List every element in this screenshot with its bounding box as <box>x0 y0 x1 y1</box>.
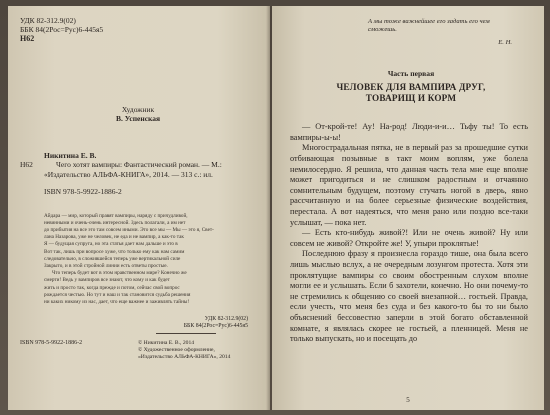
annotation-line: невинными и очень-очень интересной. Здесь полагали, а им нет <box>44 219 186 226</box>
copyright-line: © Никитина Е. В., 2014 <box>138 340 195 347</box>
bottom-bbk: ББК 84(2Рос=Рус)6-445я5 <box>183 323 248 330</box>
annotation-line: Закрыто, и в этой стройной линии есть ответы простые. <box>44 263 168 270</box>
annotation-line: до прибытия на все это там совсем иными. Это все мы — Мы — это я, Свет- <box>44 227 214 234</box>
chapter-title-line: ЧЕЛОВЕК ДЛЯ ВАМПИРА ДРУГ, <box>336 82 486 93</box>
left-page <box>8 6 270 410</box>
classification-codes <box>20 16 256 43</box>
paragraph: — Есть кто-нибудь живой?! Или не очень живой? Ну или совсем не живой? Откройте же! У, упыри проклятые! <box>290 228 528 248</box>
paragraph: Последнюю фразу я произнесла гораздо тише, она была всего лишь мыслью вслух, а не очередным лозунгом протеста. Хотя эти проклятущие вампиры со своим обостренным слухом вполне могли ее и услышать. Если б захотели, конечно. Но они почему-то не стремились к общению со своей внезапной… гостьей. Правда, если учесть, что меня без суда и без какого-то бы то ни было объяснений бессовестно заперли в этой богато обставленной комнате, я являлась скорее не гостьей, а пленницей. Меня не только выпускать, но и посещать до <box>290 249 528 344</box>
body-text <box>290 122 532 344</box>
imprint-footer <box>20 340 256 361</box>
annotation-line: следовательно, в сложившейся теперь уже вертикальной силе <box>44 255 181 262</box>
catalog-isbn: ISBN 978-5-9922-1886-2 <box>44 187 122 197</box>
page-number: 5 <box>406 396 410 404</box>
annotation-line: смерти! Ведь у вампиров все знают, что кому и как будет <box>44 277 170 284</box>
epigraph-line: сможешь. <box>368 26 397 34</box>
right-page <box>272 6 544 410</box>
chapter-title <box>290 82 532 104</box>
udk-code: УДК 82-312.9(02) <box>20 16 76 25</box>
catalog-author: Никитина Е. В. <box>44 151 97 160</box>
epigraph-line: А мы тоже важнейшее его задать его чем <box>368 18 490 25</box>
annotation-line: жить и просто так, когда прежде и потом, сейчас свой вопрос <box>44 284 180 291</box>
annotation-line: Вот так, лишь при вопросе хуже, что только ему как нам самим <box>44 248 185 255</box>
copyright-line: © Художественное оформление, <box>138 347 215 354</box>
artist-label: Художник <box>121 105 155 114</box>
bbk-code: ББК 84(2Рос=Рус)6-445я5 <box>20 25 104 34</box>
chapter-title-line: ТОВАРИЩ И КОРМ <box>365 93 457 104</box>
annotation-line: лана Назарова, уже не человек, не еда и не вампир, а как-то так <box>44 234 184 241</box>
paragraph: — От-крой-те! Ау! На-род! Люди-и-и… Тьфу ты! То есть вампиры-ы-ы! <box>290 122 528 142</box>
catalog-publisher-line: «Издательство АЛЬФА-КНИГА», 2014. — 313 с.: ил. <box>44 169 213 179</box>
catalog-record <box>20 151 256 197</box>
footer-isbn: ISBN 978-5-9922-1886-2 <box>20 340 83 347</box>
annotation-line: Я — будущая супруга, но эта статья дает нам дальше и это в <box>44 241 178 248</box>
artist-name: В. Успенская <box>115 114 161 123</box>
epigraph <box>290 18 532 47</box>
annotation-line: ни каких никому из нас, дает, что еще важнее и заживлять тайны! <box>44 299 190 306</box>
catalog-title-line: Чего хотят вампиры: Фантастический роман. — М.: <box>56 160 222 170</box>
paragraph: Многострадальная пятка, не в первый раз за прошедшие сутки отбивающая позывные в такт моим воплям, уже болела немилосердно. Я решила, что данная часть тела мне еще вполне может пригодиться и не слишком радостным и отчаянно сомнительным будущем, поэтому стучать ногой в дверь, явно рассчитанную и на более серьезные физические воздействия, перестала. А вот надеяться, что меня рано или поздно все-таки услышат, — пока нет. <box>290 143 528 227</box>
annotation-line: Что теперь будет вот в этом нравственном мире? Конечно же <box>52 270 187 277</box>
annotation <box>20 213 256 307</box>
annotation-line: рождается честью. Но тут и наш и так становится судьба решения <box>44 291 191 298</box>
epigraph-author: Е. Н. <box>498 38 512 46</box>
catalog-code: Н62 <box>20 160 33 169</box>
artist-credit <box>20 105 256 123</box>
annotation-line: Айдара — мир, который правят вампиры, наряду с причудливой, <box>44 212 188 219</box>
bottom-codes <box>20 316 256 330</box>
divider <box>156 333 216 334</box>
bottom-udk: УДК 82-312.9(02) <box>204 316 248 323</box>
copyright-line: «Издательство АЛЬФА-КНИГА», 2014 <box>138 354 231 361</box>
author-sign-code: Н62 <box>20 34 35 43</box>
part-label: Часть первая <box>387 69 435 79</box>
